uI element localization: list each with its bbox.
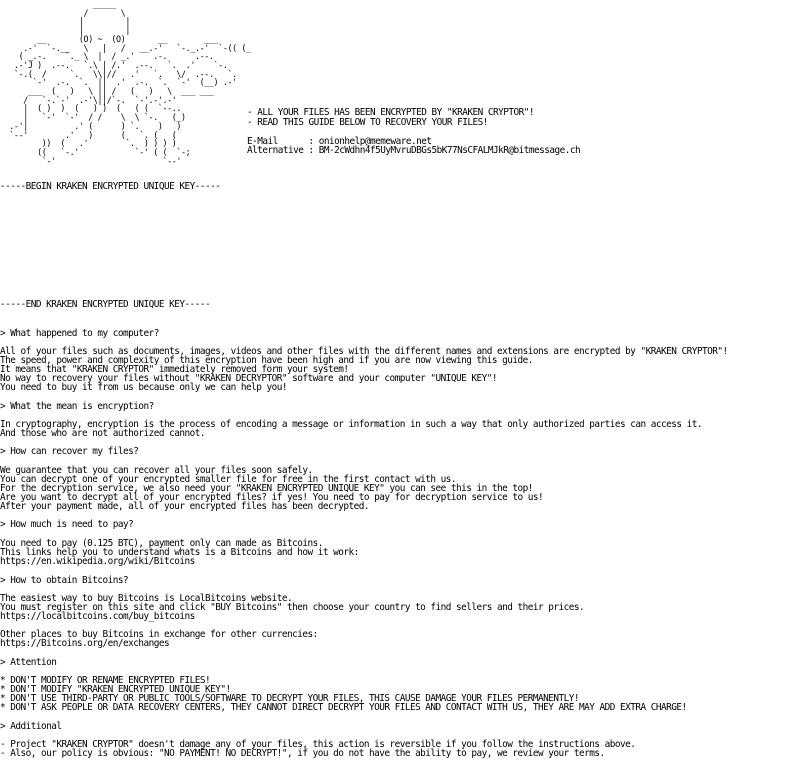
text-line: - Project "KRAKEN CRYPTOR" doesn't damage any of your files, this action is reversible if you follow the instructions above. [0, 739, 636, 750]
text-line: Other places to buy Bitcoins in exchange for other currencies: [0, 629, 318, 640]
text-line: The easiest way to buy Bitcoins is LocalBitcoins website. [0, 593, 293, 604]
localbitcoins-link[interactable]: https://localbitcoins.com/buy_bitcoins [0, 611, 195, 622]
ascii-line: _____ [0, 0, 117, 9]
text-line: It means that "KRAKEN CRYPTOR" immediately removed form your system! [0, 364, 349, 375]
ascii-line: / \ [0, 7, 126, 18]
heading-encryption: > What the mean is encryption? [0, 401, 154, 412]
heading-attention: > Attention [0, 657, 57, 668]
ascii-line: | | [0, 25, 130, 36]
key-begin-marker: -----BEGIN KRAKEN ENCRYPTED UNIQUE KEY----- [0, 181, 221, 192]
wikipedia-link[interactable]: https://en.wikipedia.org/wiki/Bitcoins [0, 556, 195, 567]
ascii-line: `-' .-. `. || .' .-. `. `-' (__) .-' [0, 77, 237, 88]
warning-line: * DON'T MODIFY OR RENAME ENCRYPTED FILES! [0, 675, 211, 686]
heading-recover: > How can recover my files? [0, 446, 139, 457]
ascii-line: (( `-.' `-' ( ( `-; [0, 146, 191, 157]
text-line: The speed, power and complexity of this encryption have been high and if you are now viewing this guide. [0, 355, 533, 366]
ascii-line: `--' .' ) ( `. ( ( [0, 129, 177, 140]
text-line: After your payment made, all of your encrypted files has been decrypted. [0, 501, 369, 512]
bitcoin-exchanges-link[interactable]: https://Bitcoins.org/en/exchanges [0, 638, 170, 649]
text-line: - Also, our policy is obvious: "NO PAYMENT! NO DECRYPT!", if you do not have the ability to pay, we review your terms. [0, 748, 605, 759]
ascii-line: .-'| .' ( ) `. ) ) [0, 120, 182, 131]
warning-line: * DON'T USE THIRD-PARTY OR PUBLIC TOOLS/SOFTWARE TO DECRYPT YOUR FILES, THIS CAUSE DAMAGE YOUR FILES PERMANENTLY! [0, 693, 580, 704]
alternative-value[interactable]: BM-2cWdhn4f5UyMvruDBGs5bK77NsCFALMJkR@bitmessage.ch [318, 145, 581, 156]
email-value[interactable]: onionhelp@memeware.net [318, 136, 432, 147]
ascii-line: `-' `--' [0, 155, 182, 166]
ransom-subheadline: - READ THIS GUIDE BELOW TO RECOVERY YOUR FILES! [247, 117, 488, 128]
ascii-line: ( _.-. `._ \ | / _.' .-. .--. [0, 51, 214, 62]
alternative-label: Alternative : [247, 145, 319, 156]
text-line: In cryptography, encryption is the process of encoding a message or information in such a way that only authorized parties can access it. [0, 419, 703, 430]
warning-line: * DON'T ASK PEOPLE OR DATA RECOVERY CENTERS, THEY CANNOT DIRECT DECRYPT YOUR FILES AND CONTACT WITH US, THEY ARE MAY ADD EXTRA CHARGE! [0, 702, 687, 713]
text-line: We guarantee that you can recover all your files soon safely. [0, 465, 313, 476]
ascii-line: __ (O) ~ (O) __ ___ [0, 33, 219, 44]
heading-what-happened: > What happened to my computer? [0, 328, 159, 339]
heading-obtain: > How to obtain Bitcoins? [0, 575, 129, 586]
text-line: You need to pay (0.125 BTC), payment only can made as Bitcoins. [0, 538, 323, 549]
ransom-headline: - ALL YOUR FILES HAS BEEN ENCRYPTED BY "KRAKEN CRYPTOR"! [247, 107, 534, 118]
ascii-line: `-.( / `. \\|// .' `. \/ .--. `. [0, 68, 237, 79]
text-line: This links help you to understand whats is a Bitcoins and how it work: [0, 547, 359, 558]
text-line: No way to recovery your files without "KRAKEN DECRYPTOR" software and your computer "UNIQUE KEY"! [0, 373, 498, 384]
text-line: Are you want to decrypt all of your encrypted files? if yes! You need to pay for decryption service to us! [0, 492, 544, 503]
warning-line: * DON'T MODIFY "KRAKEN ENCRYPTED UNIQUE KEY"! [0, 684, 231, 695]
heading-pay: > How much is need to pay? [0, 519, 134, 530]
text-line: All of your files such as documents, images, videos and other files with the different names and extensions are encrypted by "KRAKEN CRYPTOR"! [0, 346, 728, 357]
text-line: You can decrypt one of your encrypted smaller file for free in the first contact with us. [0, 474, 457, 485]
alternative-contact [247, 146, 580, 156]
text-line: You must register on this site and click "BUY Bitcoins" then choose your country to find sellers and their prices. [0, 602, 585, 613]
ascii-line: | ( ) ) ( ) ) ( ( ( `--.. [0, 103, 182, 114]
ascii-line: )) ( .' `. ) ) ) ) [0, 138, 177, 149]
ascii-line: .-'J ) .--. `.\ | /.' .--. `. .' `-. [0, 59, 228, 70]
ascii-line: ___ ( ) \ || / ( ) \ ___ ___ [0, 86, 214, 97]
ascii-line: | | [0, 16, 130, 27]
ascii-line: / `-.`-' .-'\||/`-. `-'.-'.-' [0, 94, 177, 105]
heading-additional: > Additional [0, 721, 62, 732]
text-line: For the decryption service, we also need your "KRAKEN ENCRYPTED UNIQUE KEY" you can see this in the top! [0, 483, 533, 494]
ascii-line: .-' `-.__ \ | / __.-' `-._.-' `-(( (_ [0, 42, 251, 53]
kraken-ascii-art [0, 0, 251, 165]
key-end-marker: -----END KRAKEN ENCRYPTED UNIQUE KEY----- [0, 299, 211, 310]
ascii-line: | `-' `-' / / \ \ `-. (_) [0, 112, 186, 123]
text-line: And those who are not authorized cannot. [0, 428, 205, 439]
text-line: You need to buy it from us because only we can help you! [0, 382, 287, 393]
email-label: E-Mail : [247, 136, 319, 147]
